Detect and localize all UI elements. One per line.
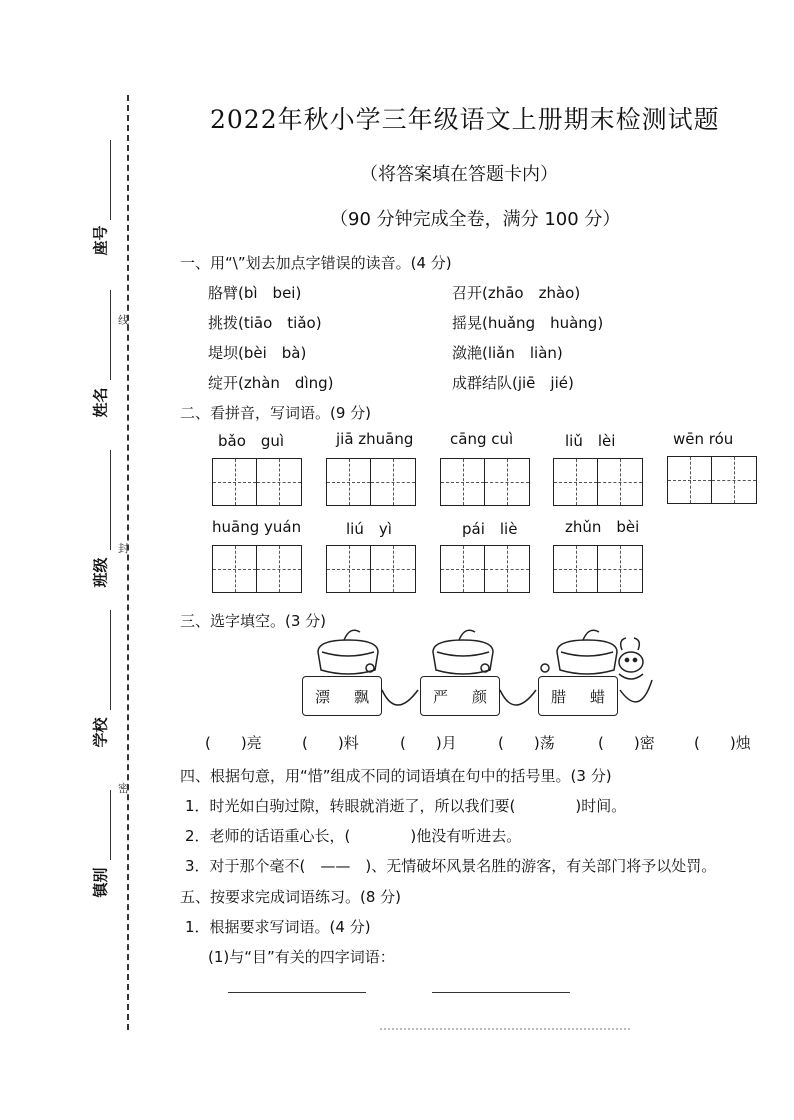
pinyin-label: liú yì [346, 520, 392, 538]
pinyin-label: liǔ lèi [565, 432, 616, 450]
sentence-item[interactable]: 2．老师的话语重心长，( )他没有听进去。 [185, 827, 522, 845]
choice-box [302, 676, 382, 716]
choice-char: 漂 [314, 687, 330, 706]
class-label: 班级 [91, 557, 110, 588]
section-4-heading: 四、根据句意，用“惜”组成不同的词语填在句中的括号里。(3 分) [180, 767, 612, 785]
writing-grid[interactable] [212, 545, 302, 593]
pinyin-label: cāng cuì [450, 430, 514, 448]
writing-grid[interactable] [326, 545, 416, 593]
choice-char: 严 [432, 687, 448, 706]
page-bottom-dots [380, 1028, 630, 1030]
pinyin-label: jiā zhuāng [336, 430, 414, 448]
choice-box [420, 676, 500, 716]
writing-grid[interactable] [440, 458, 530, 506]
section-3-heading: 三、选字填空。(3 分) [180, 612, 327, 630]
town-label: 镇别 [91, 867, 110, 898]
section-5-heading: 五、按要求完成词语练习。(8 分) [180, 888, 402, 906]
fill-blank[interactable]: ( )烛 [694, 734, 751, 752]
fill-blank[interactable]: ( )荡 [498, 734, 555, 752]
seal-mark-mi: 密 [118, 782, 129, 795]
pinyin-label: zhǔn bèi [565, 518, 640, 536]
pinyin-label: pái liè [462, 520, 518, 538]
fill-blank[interactable]: ( )月 [400, 734, 457, 752]
town-field[interactable] [110, 790, 111, 860]
pronunciation-item[interactable]: 胳臂(bì bei) [208, 284, 302, 302]
writing-grid[interactable] [212, 458, 302, 506]
seat-number-label: 座号 [91, 225, 110, 256]
sentence-item[interactable]: 3．对于那个毫不( —— )、无情破坏风景名胜的游客，有关部门将予以处罚。 [185, 857, 717, 875]
choice-char: 飘 [353, 687, 369, 706]
pinyin-label: bǎo guì [218, 432, 285, 450]
pronunciation-item[interactable]: 摇晃(huǎng huàng) [452, 314, 604, 332]
fill-blank[interactable]: ( )亮 [205, 734, 262, 752]
class-field[interactable] [110, 450, 111, 550]
answer-line[interactable] [228, 992, 366, 993]
seal-mark-xian: 线 [118, 314, 129, 327]
sentence-item[interactable]: 1．时光如白驹过隙，转眼就消逝了，所以我们要( )时间。 [185, 797, 627, 815]
pinyin-label: wēn róu [673, 430, 734, 448]
pinyin-label: huāng yuán [212, 518, 302, 536]
school-field[interactable] [110, 610, 111, 710]
writing-grid[interactable] [440, 545, 530, 593]
pronunciation-item[interactable]: 潋滟(liǎn liàn) [452, 344, 563, 362]
choice-box [538, 676, 618, 716]
seal-mark-feng: 封 [118, 542, 129, 555]
pronunciation-item[interactable]: 堤坝(bèi bà) [208, 344, 307, 362]
answer-card-note: （将答案填在答题卡内） [360, 164, 558, 185]
sub-question: (1)与“目”有关的四字词语： [208, 948, 395, 966]
sub-question: 1．根据要求写词语。(4 分) [185, 918, 371, 936]
writing-grid[interactable] [326, 458, 416, 506]
answer-line[interactable] [432, 992, 570, 993]
pronunciation-item[interactable]: 绽开(zhàn dìng) [208, 374, 334, 392]
name-label: 姓名 [91, 387, 110, 418]
writing-grid[interactable] [667, 456, 757, 504]
binding-dashed-line [127, 95, 129, 1030]
writing-grid[interactable] [553, 545, 643, 593]
seat-number-field[interactable] [110, 140, 111, 220]
name-field[interactable] [110, 290, 111, 380]
exam-title: 2022年秋小学三年级语文上册期末检测试题 [210, 105, 720, 134]
pronunciation-item[interactable]: 成群结队(jiē jié) [452, 374, 574, 392]
section-2-heading: 二、看拼音，写词语。(9 分) [180, 404, 372, 422]
school-label: 学校 [91, 717, 110, 748]
fill-blank[interactable]: ( )密 [598, 734, 655, 752]
time-score-note: （90 分钟完成全卷，满分 100 分） [330, 209, 621, 230]
choice-char: 腊 [550, 687, 566, 706]
fill-blank[interactable]: ( )料 [302, 734, 359, 752]
choice-char: 蜡 [589, 687, 605, 706]
choice-char: 颜 [471, 687, 487, 706]
pronunciation-item[interactable]: 挑拨(tiāo tiǎo) [208, 314, 322, 332]
section-1-heading: 一、用“\”划去加点字错误的读音。(4 分) [180, 254, 452, 272]
writing-grid[interactable] [553, 458, 643, 506]
pronunciation-item[interactable]: 召开(zhāo zhào) [452, 284, 581, 302]
